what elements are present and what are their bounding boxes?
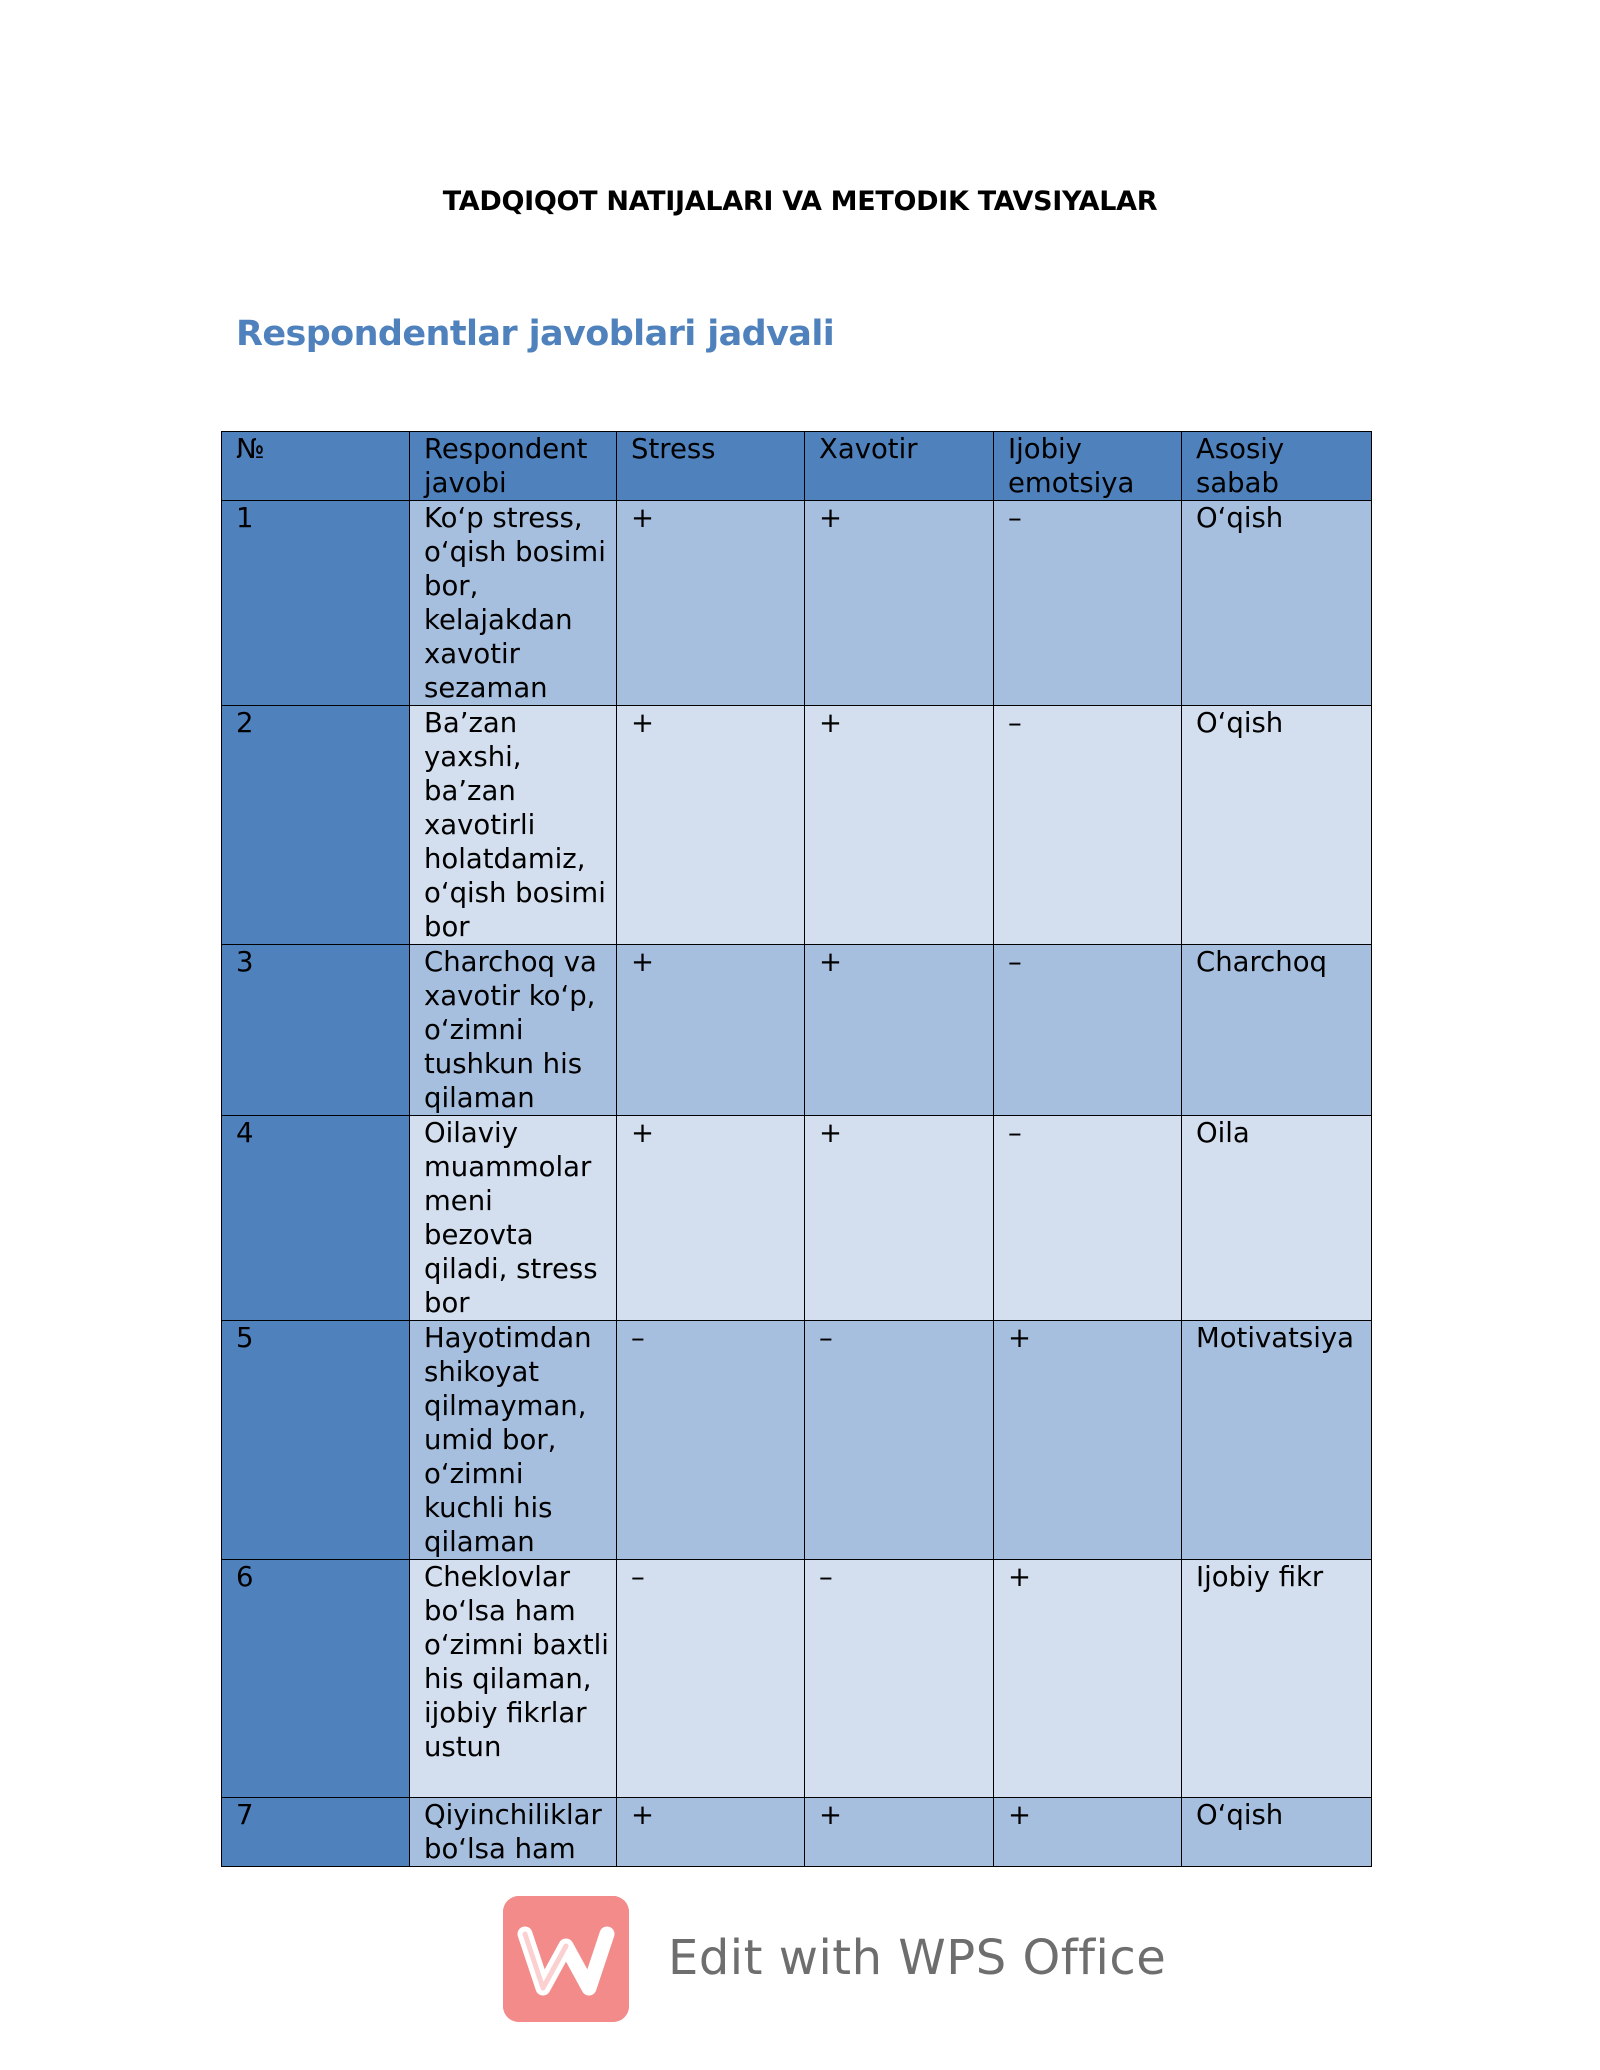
positive-emotion-mark: – [994,706,1182,945]
main-reason: Ijobiy fikr [1182,1560,1372,1798]
main-reason: O‘qish [1182,1798,1372,1867]
table-row [222,706,1372,945]
wps-logo-icon [503,1896,629,2022]
anxiety-mark: + [805,1798,994,1867]
positive-emotion-mark: + [994,1321,1182,1560]
positive-emotion-mark: – [994,945,1182,1116]
anxiety-mark: + [805,945,994,1116]
main-reason: O‘qish [1182,501,1372,706]
respondent-response: Hayotimdan shikoyat qilmayman, umid bor, o‘zimni kuchli his qilaman [410,1321,617,1560]
row-number: 6 [222,1560,410,1798]
row-number: 4 [222,1116,410,1321]
positive-emotion-mark: + [994,1560,1182,1798]
positive-emotion-mark: – [994,501,1182,706]
section-heading: Respondentlar javoblari jadvali [236,314,835,354]
anxiety-mark: + [805,1116,994,1321]
table-row [222,945,1372,1116]
row-number: 1 [222,501,410,706]
header-cell-number: № [222,432,410,501]
table-row [222,1798,1372,1867]
row-number: 7 [222,1798,410,1867]
positive-emotion-mark: + [994,1798,1182,1867]
header-cell-response: Respondent javobi [410,432,617,501]
watermark-text: Edit with WPS Office [668,1930,1167,1986]
anxiety-mark: – [805,1321,994,1560]
document-title: TADQIQOT NATIJALARI VA METODIK TAVSIYALAR [442,186,1158,217]
stress-mark: – [617,1321,805,1560]
stress-mark: – [617,1560,805,1798]
respondent-response: Qiyinchiliklar bo‘lsa ham [410,1798,617,1867]
row-number: 3 [222,945,410,1116]
row-number: 5 [222,1321,410,1560]
main-reason: Charchoq [1182,945,1372,1116]
stress-mark: + [617,945,805,1116]
respondents-table [221,431,1372,1867]
respondent-response: Cheklovlar bo‘lsa ham o‘zimni baxtli his qilaman, ijobiy fikrlar ustun [410,1560,617,1798]
respondent-response: Oilaviy muammolar meni bezovta qiladi, stress bor [410,1116,617,1321]
table-row [222,1560,1372,1798]
respondent-response: Ba’zan yaxshi, ba’zan xavotirli holatdamiz, o‘qish bosimi bor [410,706,617,945]
table-header-row [222,432,1372,501]
table-row [222,1321,1372,1560]
main-reason: Motivatsiya [1182,1321,1372,1560]
stress-mark: + [617,501,805,706]
stress-mark: + [617,706,805,945]
positive-emotion-mark: – [994,1116,1182,1321]
main-reason: O‘qish [1182,706,1372,945]
anxiety-mark: – [805,1560,994,1798]
respondent-response: Charchoq va xavotir ko‘p, o‘zimni tushkun his qilaman [410,945,617,1116]
stress-mark: + [617,1798,805,1867]
row-number: 2 [222,706,410,945]
header-cell-anxiety: Xavotir [805,432,994,501]
table-row [222,501,1372,706]
anxiety-mark: + [805,706,994,945]
stress-mark: + [617,1116,805,1321]
header-cell-main-reason: Asosiy sabab [1182,432,1372,501]
header-cell-stress: Stress [617,432,805,501]
anxiety-mark: + [805,501,994,706]
respondent-response: Ko‘p stress, o‘qish bosimi bor, kelajakdan xavotir sezaman [410,501,617,706]
main-reason: Oila [1182,1116,1372,1321]
table-row [222,1116,1372,1321]
header-cell-positive-emotion: Ijobiy emotsiya [994,432,1182,501]
